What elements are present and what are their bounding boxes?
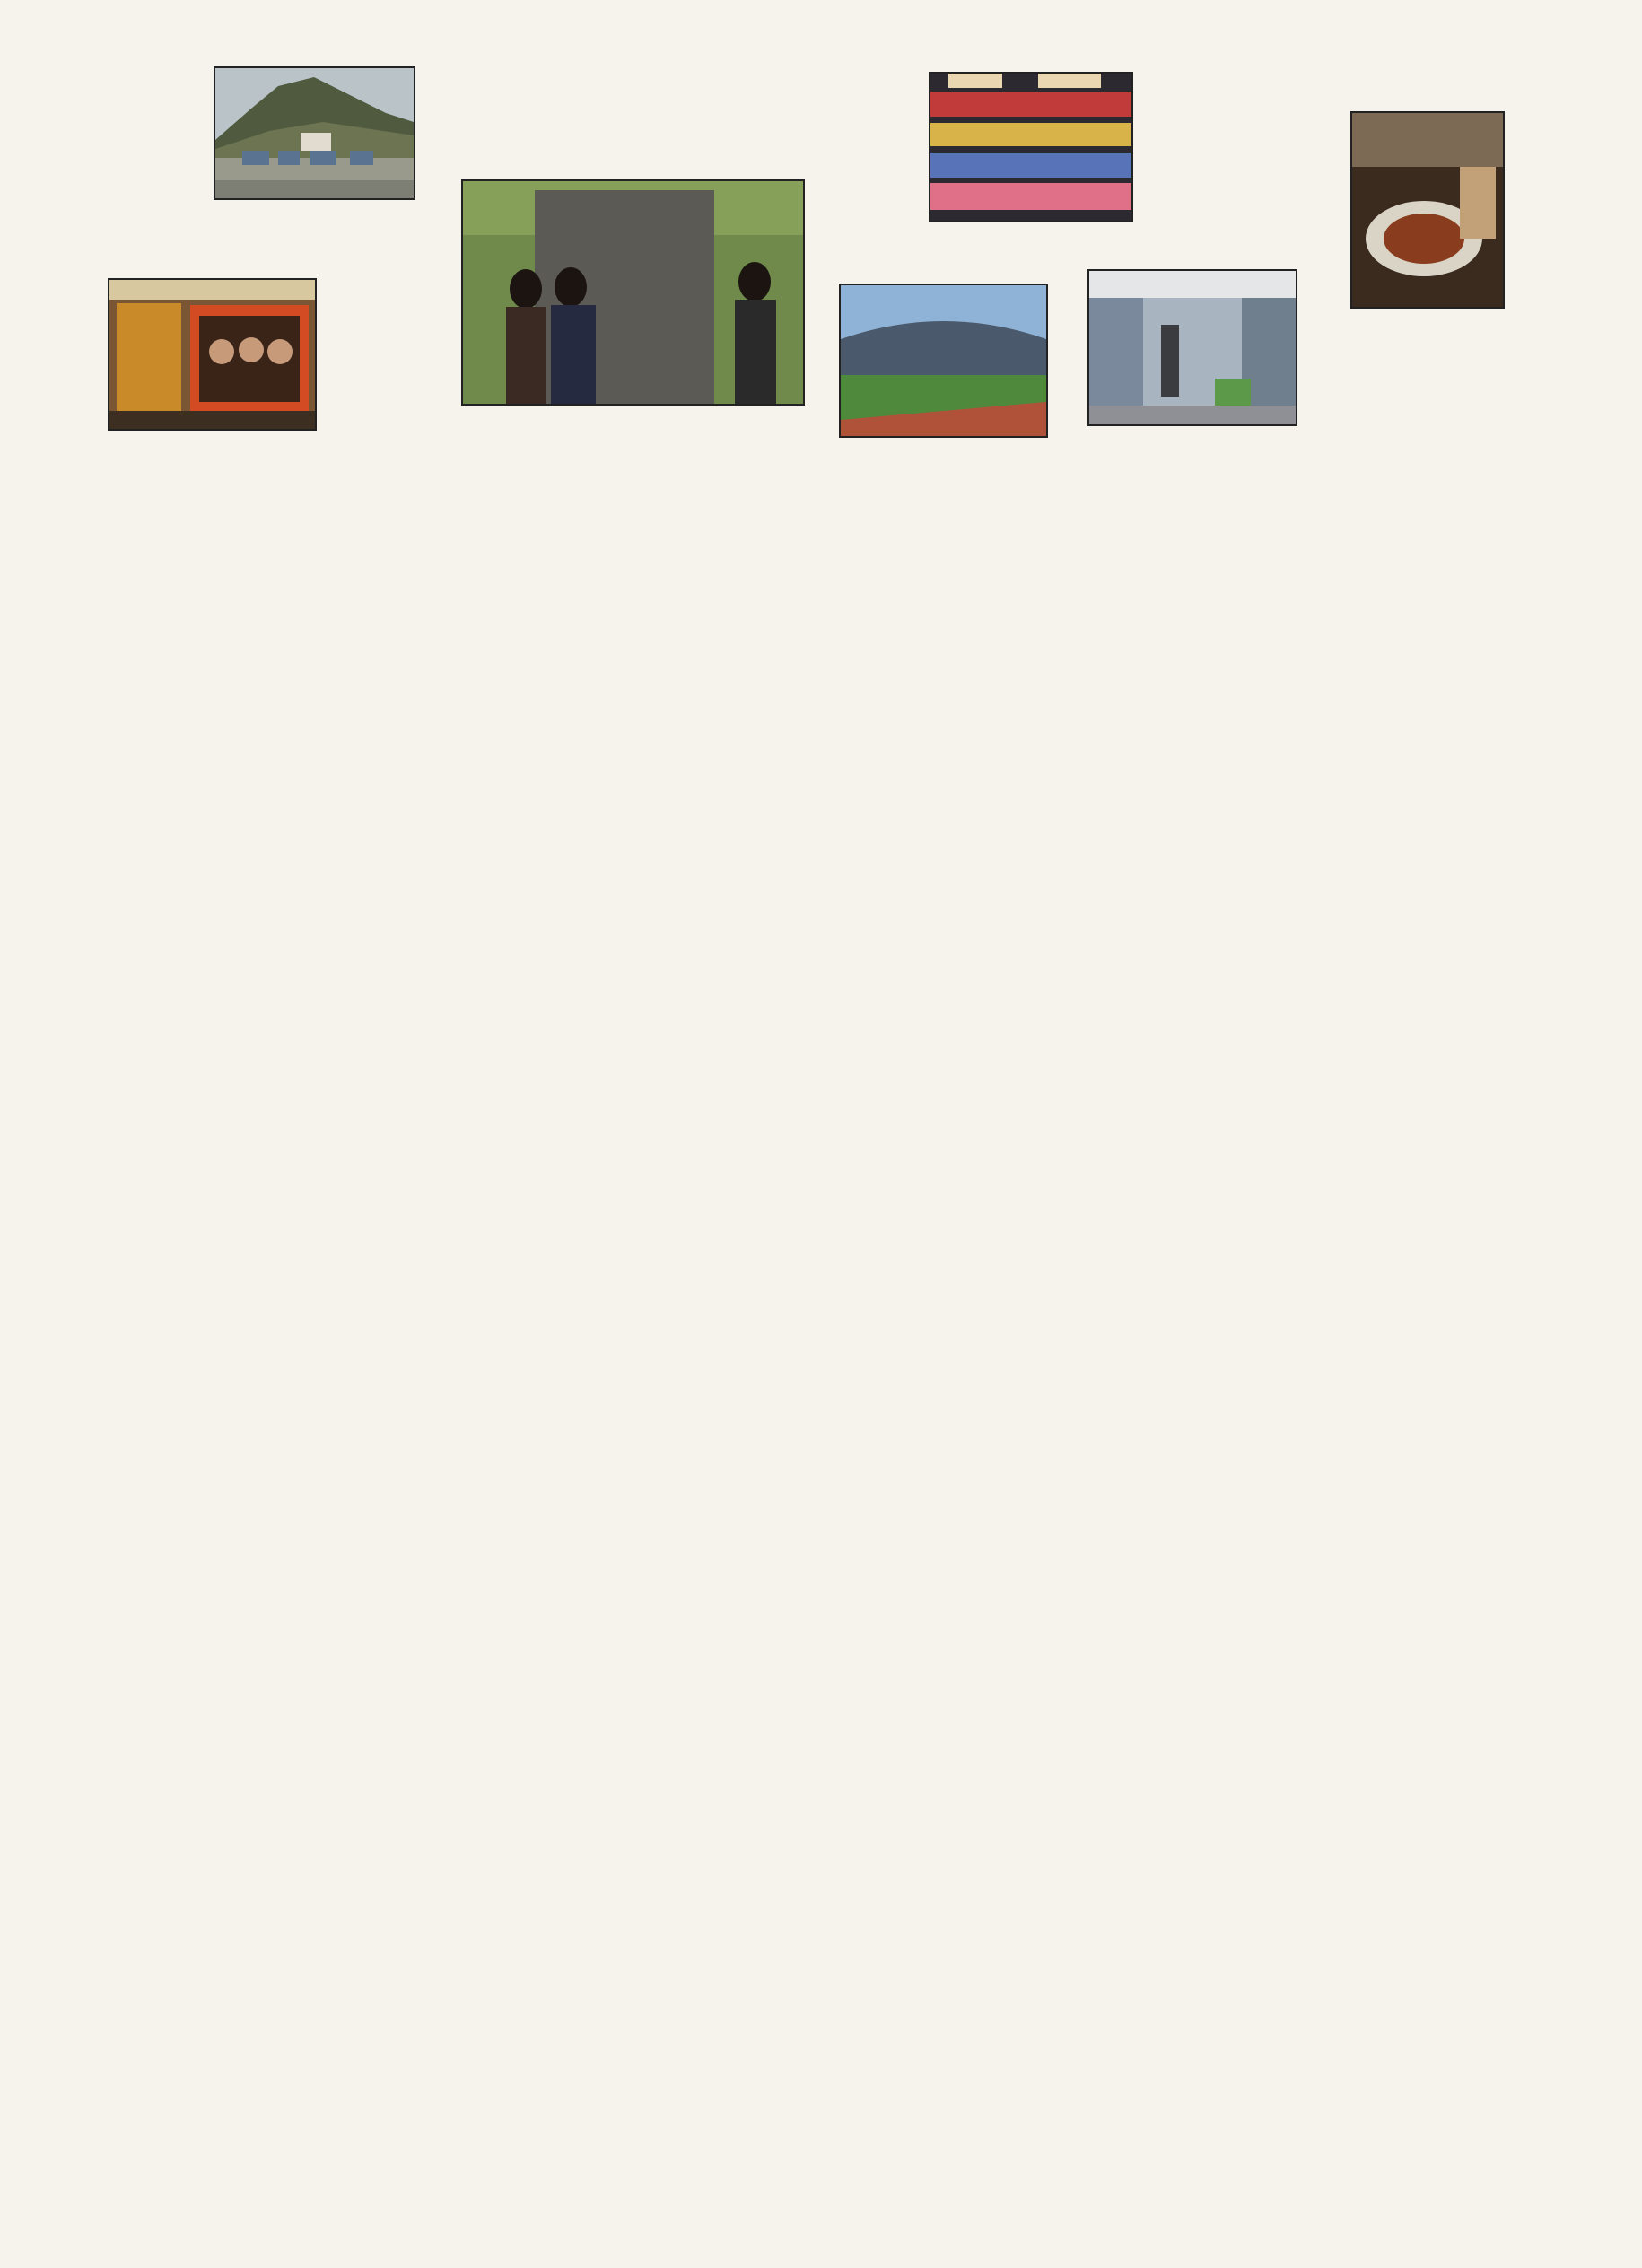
jsa-scene-graphic <box>215 68 414 198</box>
photo-chocopie <box>929 72 1133 222</box>
text-block-1a <box>991 558 1280 1832</box>
panel-graphic <box>109 280 315 429</box>
photo-jsa-set <box>214 66 415 200</box>
yonsei-scene-graphic <box>463 181 803 404</box>
chocopie-shelf-graphic <box>930 74 1131 221</box>
technomart-graphic <box>1089 271 1296 424</box>
food-graphic <box>1352 113 1503 307</box>
photo-stadium <box>839 284 1048 438</box>
photo-myonhyon <box>1350 111 1505 309</box>
stadium-graphic <box>841 285 1046 436</box>
photo-yonsei <box>461 179 805 406</box>
photo-technomart <box>1087 269 1297 426</box>
photo-panel <box>108 278 317 431</box>
